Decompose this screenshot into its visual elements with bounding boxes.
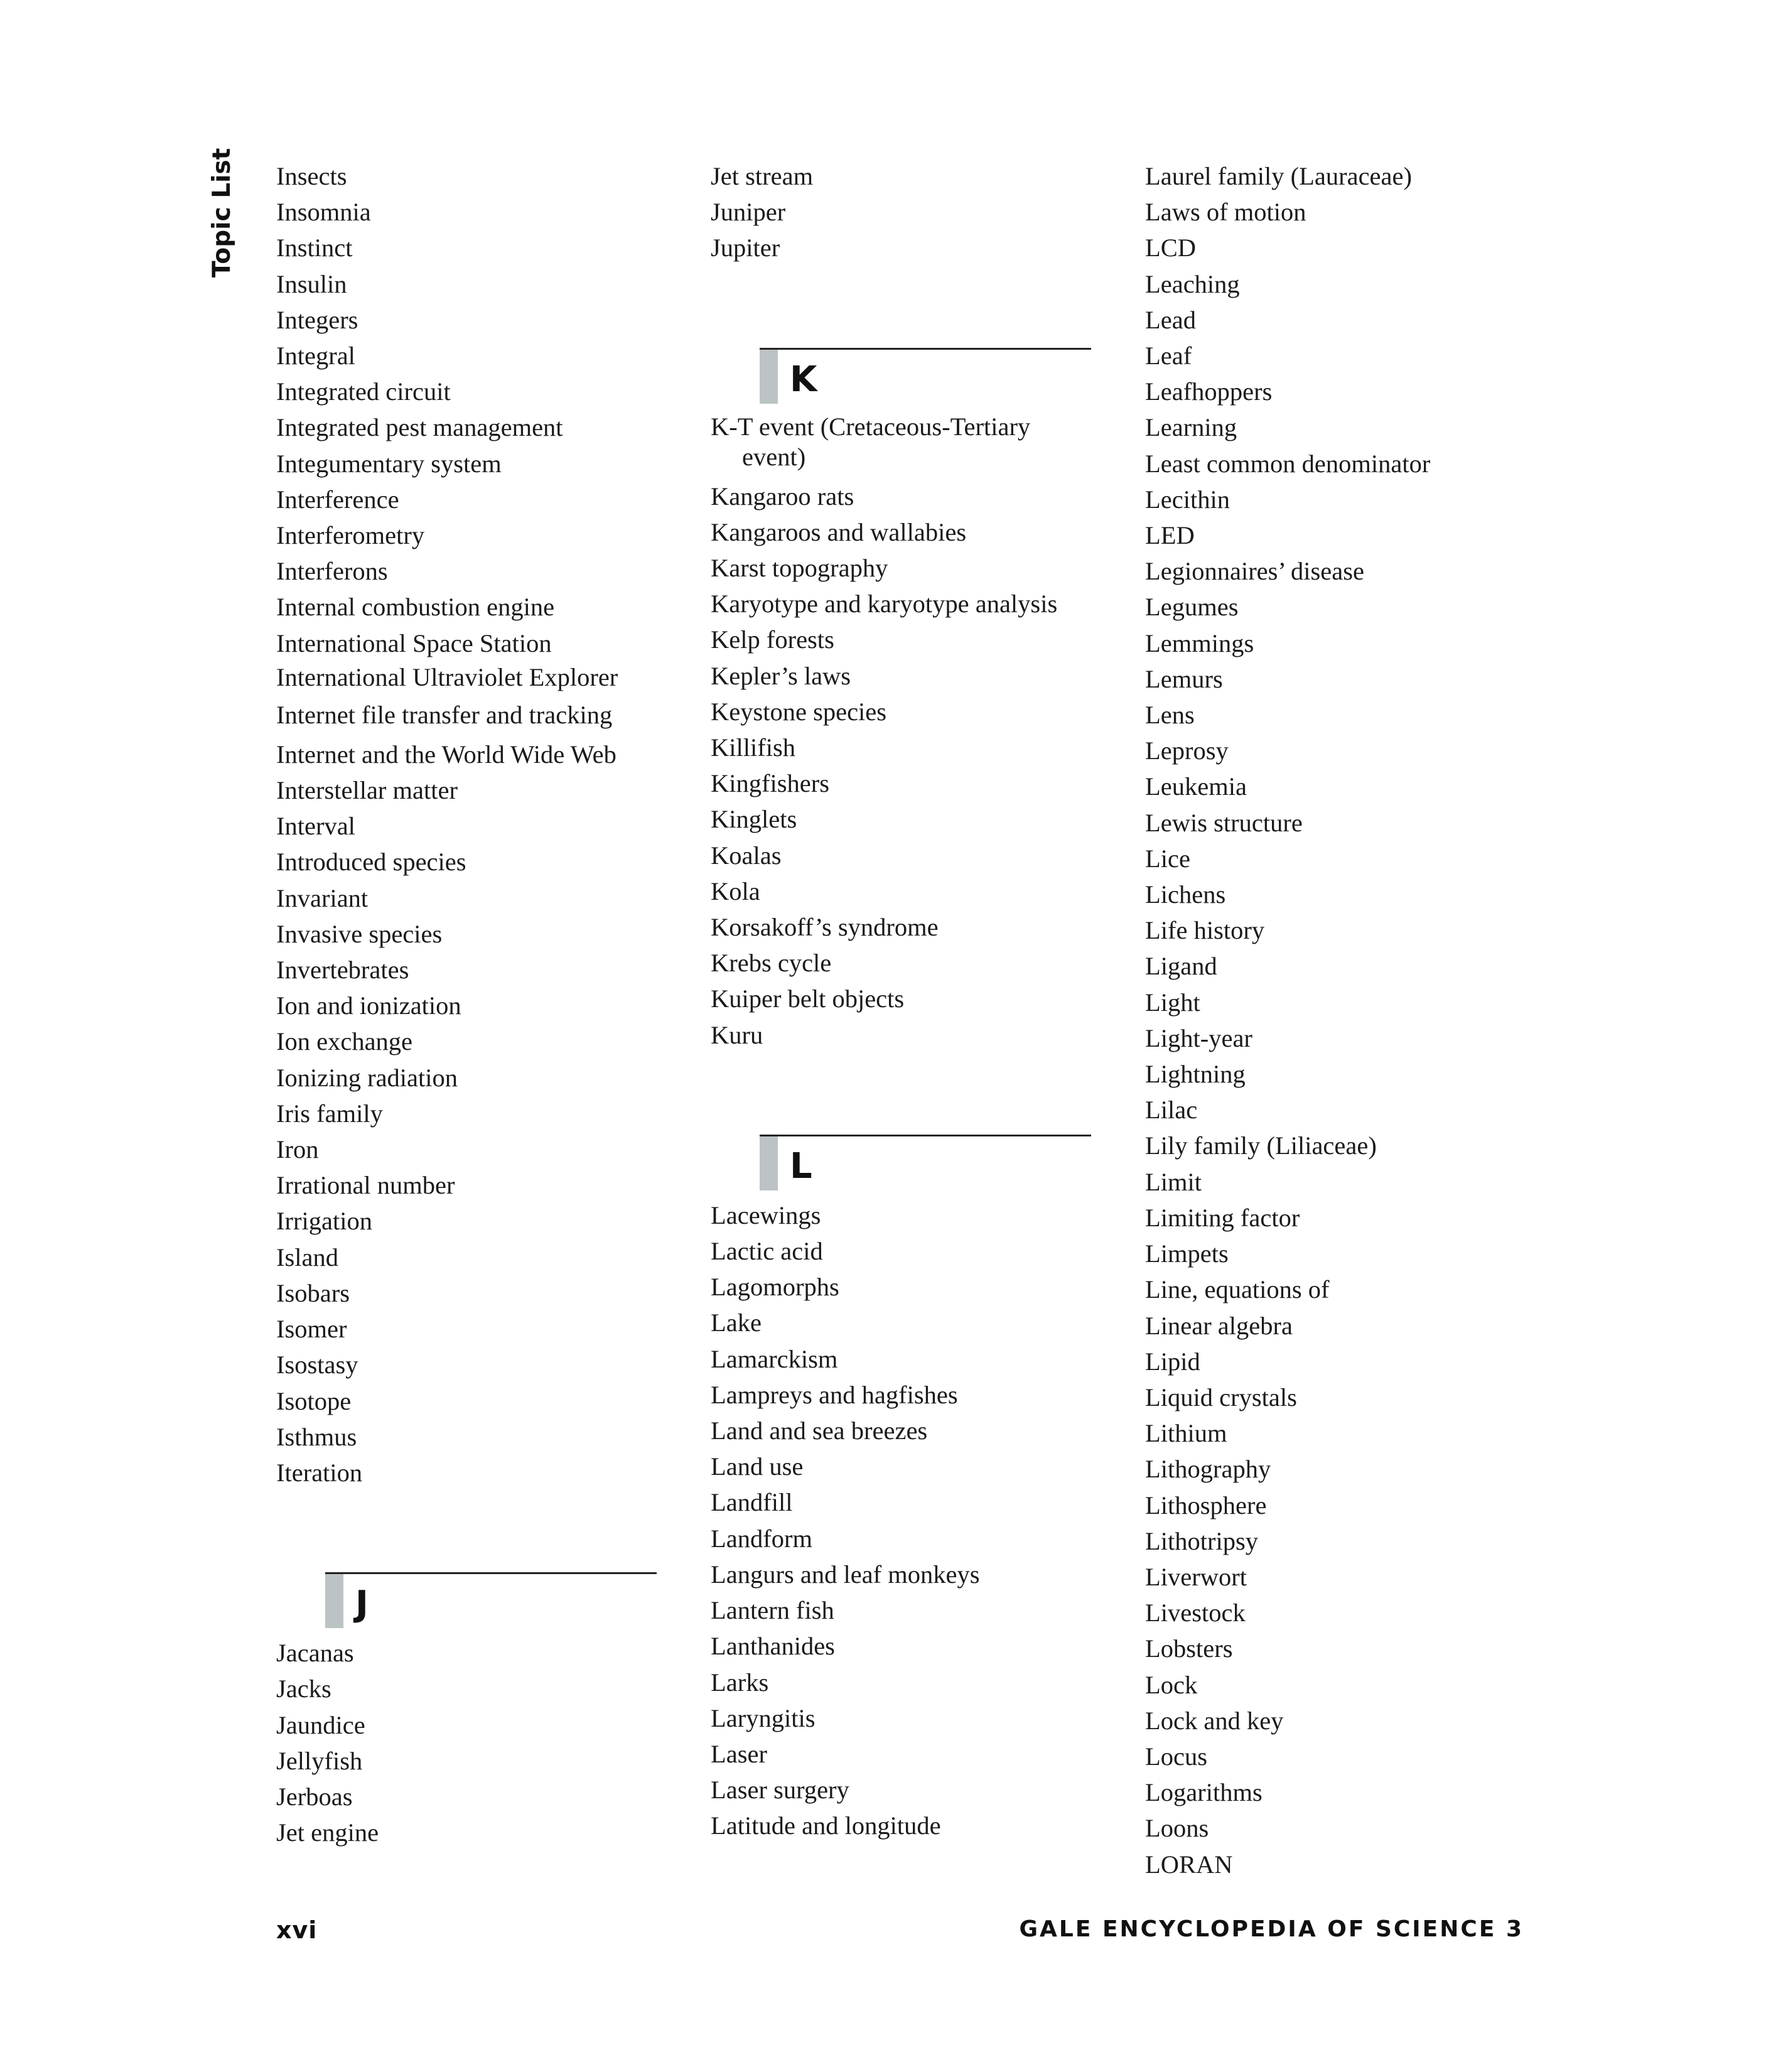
topic-entry: Korsakoff’s syndrome	[711, 913, 939, 942]
topic-entry: Kepler’s laws	[711, 661, 851, 690]
topic-entry: Light	[1145, 988, 1200, 1017]
topic-entry: Interferons	[276, 557, 388, 586]
topic-entry: Limpets	[1145, 1239, 1229, 1268]
topic-column-1	[276, 158, 665, 1850]
topic-entry: Larks	[711, 1668, 769, 1697]
topic-entry: Loons	[1145, 1814, 1209, 1843]
topic-entry: Land use	[711, 1452, 804, 1481]
topic-entry: Krebs cycle	[711, 949, 832, 978]
topic-entry: Lipid	[1145, 1347, 1200, 1376]
topic-entry: Lens	[1145, 701, 1195, 730]
topic-entry: Kelp forests	[711, 625, 834, 654]
topic-entry: Island	[276, 1243, 338, 1271]
topic-entry: Interference	[276, 485, 399, 514]
topic-entry: Legumes	[1145, 593, 1239, 622]
section-rule	[325, 1572, 657, 1574]
topic-entry: Integers	[276, 305, 358, 334]
topic-entry: Lithosphere	[1145, 1491, 1267, 1519]
topic-entry: Leukemia	[1145, 772, 1247, 801]
topic-list-j	[276, 1635, 665, 1850]
topic-entry: Laryngitis	[711, 1703, 816, 1732]
topic-entry: Lantern fish	[711, 1596, 834, 1625]
topic-entry: Interferometry	[276, 521, 425, 550]
topic-entry: Isotope	[276, 1386, 352, 1415]
topic-entry: Lithotripsy	[1145, 1526, 1258, 1555]
topic-list-l-cont	[1145, 158, 1534, 1882]
topic-entry: Laser surgery	[711, 1776, 849, 1805]
topic-entry: Karst topography	[711, 554, 888, 583]
topic-entry: Lecithin	[1145, 485, 1230, 514]
topic-entry: Isostasy	[276, 1351, 358, 1379]
section-heading-j	[276, 1491, 665, 1635]
topic-entry: Keystone species	[711, 697, 887, 726]
topic-list-j-cont	[711, 158, 1100, 266]
topic-entry: Jaundice	[276, 1710, 365, 1739]
topic-entry: Integumentary system	[276, 449, 502, 478]
topic-entry: Introduced species	[276, 848, 466, 877]
topic-entry: Lanthanides	[711, 1632, 835, 1661]
topic-entry: Lightning	[1145, 1060, 1246, 1089]
topic-entry: Livestock	[1145, 1599, 1246, 1627]
topic-entry: Kuiper belt objects	[711, 985, 905, 1013]
topic-entry: Interstellar matter	[276, 776, 458, 805]
topic-entry: Lock and key	[1145, 1706, 1284, 1735]
topic-entry: K-T event (Cretaceous-Tertiary event)	[711, 412, 1031, 471]
section-rule	[760, 348, 1091, 350]
topic-list-i	[276, 158, 665, 1491]
topic-entry: Leafhoppers	[1145, 377, 1273, 406]
topic-entry: Lithography	[1145, 1455, 1271, 1484]
topic-entry: Insomnia	[276, 198, 371, 227]
topic-entry: Life history	[1145, 916, 1265, 945]
topic-entry: Leaching	[1145, 269, 1240, 298]
topic-entry: Invasive species	[276, 919, 443, 948]
topic-entry: Latitude and longitude	[711, 1811, 941, 1840]
topic-entry: Lichens	[1145, 880, 1226, 909]
topic-entry: Lily family (Liliaceae)	[1145, 1131, 1377, 1160]
topic-entry: Invertebrates	[276, 956, 409, 985]
topic-entry: Integrated pest management	[276, 413, 563, 442]
topic-entry: Learning	[1145, 413, 1237, 442]
topic-entry: Lilac	[1145, 1096, 1198, 1125]
topic-entry: Isobars	[276, 1278, 350, 1307]
topic-entry: Langurs and leaf monkeys	[711, 1560, 980, 1589]
topic-entry: Lake	[711, 1308, 762, 1337]
topic-entry: Lewis structure	[1145, 808, 1303, 837]
topic-entry: Ligand	[1145, 952, 1217, 981]
topic-entry: Landform	[711, 1524, 812, 1553]
topic-entry: LCD	[1145, 234, 1196, 262]
topic-entry: Lamarckism	[711, 1344, 838, 1373]
topic-column-2	[711, 158, 1100, 1844]
topic-entry: Jet stream	[711, 162, 814, 190]
topic-entry: Kola	[711, 877, 760, 905]
section-rule	[760, 1135, 1091, 1136]
side-tab-label	[205, 148, 243, 278]
section-heading-k	[711, 266, 1100, 411]
topic-list-k	[711, 411, 1100, 1053]
topic-entry: Logarithms	[1145, 1778, 1263, 1807]
section-letter: K	[790, 359, 817, 400]
topic-entry: Landfill	[711, 1488, 793, 1517]
topic-entry: Integral	[276, 342, 355, 370]
section-marker-bar	[325, 1574, 343, 1628]
topic-entry: Legionnaires’ disease	[1145, 557, 1364, 586]
topic-entry: Jacanas	[276, 1639, 354, 1668]
topic-entry: Jellyfish	[276, 1746, 363, 1775]
topic-entry: Jerboas	[276, 1782, 353, 1811]
topic-entry: LED	[1145, 521, 1195, 550]
topic-entry: Jet engine	[276, 1818, 379, 1847]
section-letter: J	[355, 1584, 369, 1625]
topic-entry: Limiting factor	[1145, 1203, 1300, 1232]
section-marker-bar	[760, 350, 778, 404]
topic-entry: Jacks	[276, 1675, 331, 1703]
topic-entry: Limit	[1145, 1167, 1202, 1196]
topic-list-l	[711, 1197, 1100, 1844]
topic-entry: Iris family	[276, 1099, 383, 1128]
topic-entry: Line, equations of	[1145, 1275, 1330, 1304]
topic-entry: Integrated circuit	[276, 377, 451, 406]
topic-entry: Koalas	[711, 841, 782, 870]
side-tab-text: Topic List	[208, 148, 236, 278]
topic-entry: Linear algebra	[1145, 1311, 1293, 1340]
section-marker-bar	[760, 1136, 778, 1190]
topic-entry: Laws of motion	[1145, 198, 1306, 227]
topic-entry: Internet and the World Wide Web	[276, 740, 616, 769]
topic-entry: Jupiter	[711, 234, 780, 262]
topic-entry: Leprosy	[1145, 737, 1229, 765]
topic-entry: Internal combustion engine	[276, 593, 555, 622]
topic-entry: Lemmings	[1145, 629, 1254, 657]
topic-entry: Least common denominator	[1145, 449, 1431, 478]
topic-entry: International Ultraviolet Explorer	[276, 662, 618, 691]
topic-entry: Invariant	[276, 883, 369, 912]
topic-column-3	[1145, 158, 1534, 1882]
topic-entry: Lock	[1145, 1670, 1198, 1699]
topic-entry: Lactic acid	[711, 1237, 823, 1266]
topic-entry: Iteration	[276, 1458, 363, 1487]
topic-entry: Insects	[276, 162, 347, 190]
topic-entry: Kangaroos and wallabies	[711, 517, 967, 546]
topic-entry: Liquid crystals	[1145, 1383, 1297, 1411]
topic-entry: LORAN	[1145, 1850, 1233, 1879]
topic-entry: Land and sea breezes	[711, 1416, 928, 1445]
topic-entry: Insulin	[276, 269, 347, 298]
topic-entry: Interval	[276, 812, 355, 841]
topic-entry: Lobsters	[1145, 1634, 1233, 1663]
topic-entry: Instinct	[276, 234, 353, 262]
topic-entry: Iron	[276, 1135, 319, 1164]
section-letter: L	[790, 1145, 812, 1187]
topic-entry: Ion exchange	[276, 1027, 413, 1056]
topic-entry: International Space Station	[276, 629, 552, 657]
topic-entry: Irrational number	[276, 1171, 455, 1200]
topic-entry: Ionizing radiation	[276, 1063, 458, 1092]
topic-entry: Internet file transfer and tracking	[276, 700, 613, 729]
topic-entry: Locus	[1145, 1742, 1207, 1771]
topic-entry: Lampreys and hagfishes	[711, 1380, 958, 1409]
topic-entry: Lice	[1145, 844, 1190, 873]
publication-title: GALE ENCYCLOPEDIA OF SCIENCE 3	[1019, 1916, 1524, 1942]
topic-entry: Laurel family (Lauraceae)	[1145, 162, 1412, 190]
section-heading-l	[711, 1053, 1100, 1197]
topic-entry: Kuru	[711, 1020, 763, 1049]
topic-entry: Kinglets	[711, 805, 797, 834]
topic-entry: Lagomorphs	[711, 1273, 839, 1302]
topic-entry: Irrigation	[276, 1207, 372, 1236]
page-number: xvi	[276, 1916, 318, 1944]
topic-entry: Isthmus	[276, 1422, 357, 1451]
topic-entry: Lacewings	[711, 1201, 821, 1229]
topic-entry: Ion and ionization	[276, 991, 461, 1020]
topic-entry: Karyotype and karyotype analysis	[711, 590, 1058, 618]
topic-entry: Lemurs	[1145, 664, 1223, 693]
topic-entry: Lead	[1145, 305, 1196, 334]
topic-entry: Liverwort	[1145, 1562, 1247, 1591]
topic-entry: Kingfishers	[711, 769, 829, 798]
topic-entry: Light-year	[1145, 1023, 1252, 1052]
topic-entry: Isomer	[276, 1315, 347, 1344]
topic-entry: Laser	[711, 1739, 767, 1768]
topic-entry: Kangaroo rats	[711, 482, 854, 510]
topic-entry: Killifish	[711, 733, 796, 762]
topic-entry: Lithium	[1145, 1419, 1227, 1448]
topic-entry: Juniper	[711, 198, 786, 227]
topic-entry: Leaf	[1145, 342, 1192, 370]
